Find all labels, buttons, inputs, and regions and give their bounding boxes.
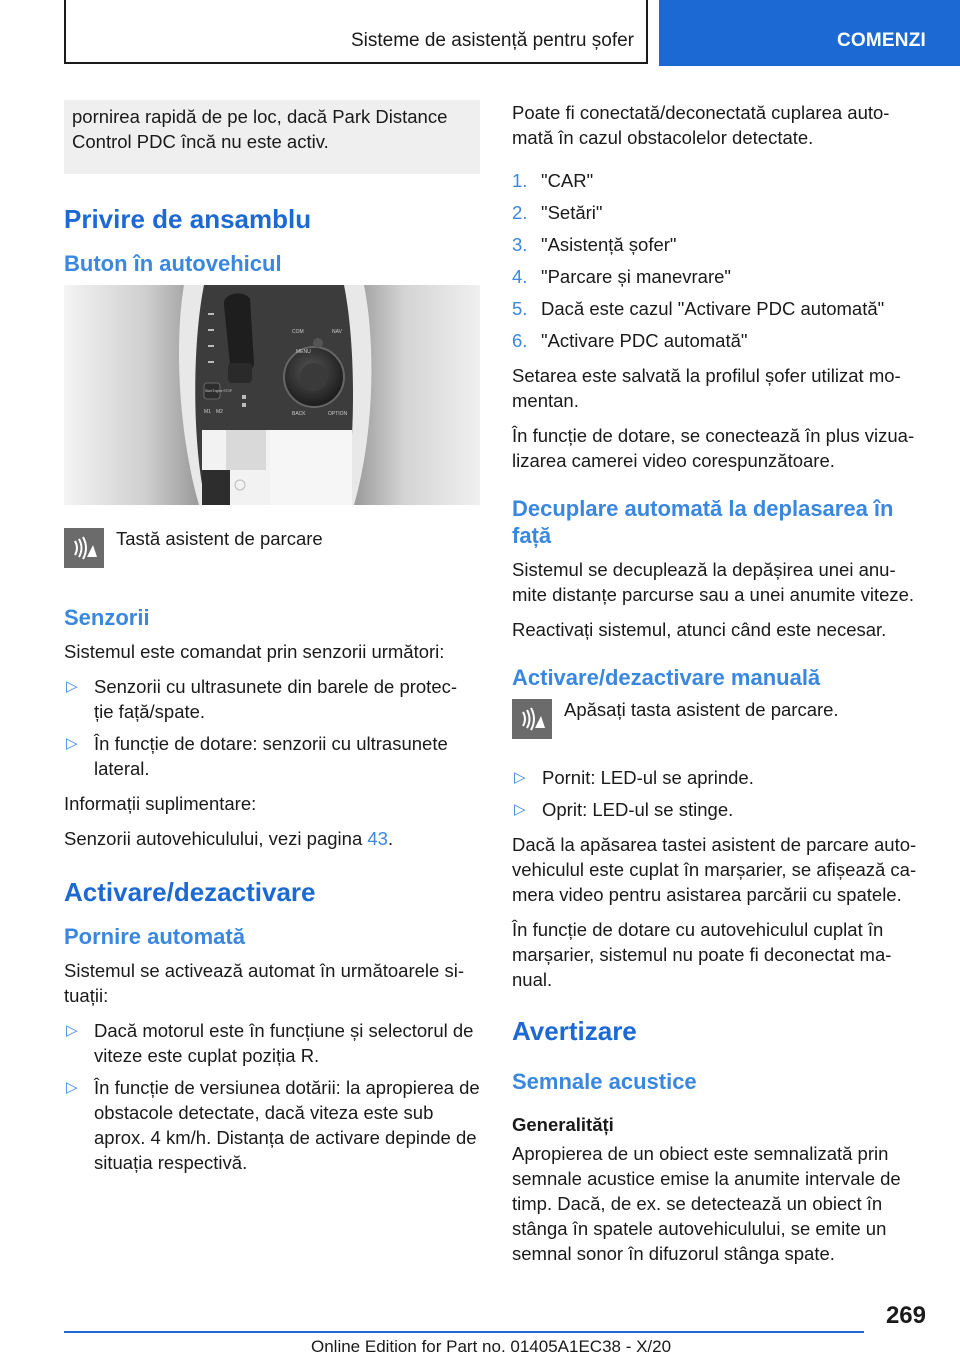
- chapter-tab[interactable]: [659, 0, 960, 66]
- park-assist-icon: [64, 528, 104, 568]
- page-link[interactable]: 43: [367, 828, 388, 849]
- heading-button: Buton în autovehicul: [64, 251, 282, 276]
- triangle-bullet-icon: ▷: [66, 1022, 78, 1039]
- heading-auto-start: Pornire automată: [64, 924, 245, 949]
- caption-text: Tastă asistent de parcare: [116, 528, 323, 549]
- heading-general: Generalități: [512, 1114, 614, 1135]
- sensors-list: [64, 674, 480, 781]
- photo-label-back: BACK: [292, 411, 306, 417]
- manual-caption: [512, 699, 930, 747]
- photo-label-nav: NAV: [332, 329, 342, 335]
- photo-label-com: COM: [292, 329, 304, 335]
- footer-divider: [64, 1331, 864, 1333]
- decouple-text: Sistemul se decuplează la depășirea unei anu- mite distanțe parcurse sau a unei anumite viteze.: [512, 559, 915, 605]
- triangle-bullet-icon: ▷: [66, 735, 78, 752]
- heading-warning: Avertizare: [512, 1016, 637, 1046]
- right-intro: Poate fi conectată/deconectată cuplarea auto- mată în cazul obstacolelor detectate.: [512, 102, 890, 148]
- heading-decouple: Decuplare automată la deplasarea în față: [512, 496, 894, 548]
- list-item: ▷ În funcție de dotare: senzorii cu ultrasunete lateral.: [66, 733, 448, 779]
- manual-caption-text: Apăsați tasta asistent de parcare.: [564, 699, 839, 720]
- general-text: Apropierea de un obiect este semnalizată prin semnale acustice emise la anumite intervale de timp. Dacă, de ex. se detectează un obiect în stânga în spatele autovehiculului, se emite un semnal sonor în difuzorul stânga spate.: [512, 1143, 901, 1264]
- list-item: ▷ Pornit: LED-ul se aprinde.: [514, 767, 754, 788]
- photo-label-m2: M2: [216, 409, 223, 415]
- page-number: 269: [885, 1302, 926, 1329]
- triangle-bullet-icon: ▷: [66, 678, 78, 695]
- photo-label-start-stop: Start Engine STOP: [205, 389, 233, 393]
- step-item: 6. "Activare PDC automată": [512, 330, 748, 351]
- section-title: Sisteme de asistență pentru șofer: [350, 30, 634, 51]
- heading-acoustic: Semnale acustice: [512, 1069, 697, 1094]
- section-header: [64, 0, 648, 64]
- button-caption: [64, 528, 480, 576]
- triangle-bullet-icon: ▷: [514, 801, 526, 818]
- reverse-text-2: În funcție de dotare cu autovehiculul cuplat în marșarier, sistemul nu poate fi deconectat ma- nual.: [512, 919, 892, 990]
- more-info-label: Informații suplimentare:: [64, 793, 257, 814]
- list-item: ▷ Oprit: LED-ul se stinge.: [514, 799, 734, 820]
- park-assist-icon: [512, 699, 552, 739]
- center-console-photo: [64, 285, 480, 505]
- page-header: [0, 0, 960, 66]
- list-item: ▷ Dacă motorul este în funcțiune și selectorul de viteze este cuplat poziția R.: [66, 1020, 474, 1066]
- heading-sensors: Senzorii: [64, 605, 150, 630]
- step-item: 5. Dacă este cazul "Activare PDC automată": [512, 298, 885, 319]
- step-item: 4. "Parcare și manevrare": [512, 266, 731, 287]
- sensors-intro: Sistemul este comandat prin senzorii următori:: [64, 641, 445, 662]
- manual-list: [512, 765, 930, 822]
- photo-label-menu: MENU: [296, 349, 311, 355]
- step-item: 3. "Asistență șofer": [512, 234, 677, 255]
- step-item: 1. "CAR": [512, 170, 594, 191]
- steps-list: [512, 168, 930, 353]
- heading-activation: Activare/dezactivare: [64, 877, 316, 907]
- right-column: [512, 100, 930, 1276]
- triangle-bullet-icon: ▷: [66, 1079, 78, 1096]
- left-column: [64, 100, 480, 1185]
- auto-list: [64, 1018, 480, 1175]
- photo-label-m1: M1: [204, 409, 211, 415]
- list-item: ▷ Senzorii cu ultrasunete din barele de protec- ție față/spate.: [66, 676, 458, 722]
- continued-note: pornirea rapidă de pe loc, dacă Park Distance Control PDC încă nu este activ.: [64, 100, 480, 174]
- saved-text: Setarea este salvată la profilul șofer utilizat mo- mentan.: [512, 365, 901, 411]
- camera-text: În funcție de dotare, se conectează în plus vizua- lizarea camerei video corespunzătoare.: [512, 425, 915, 471]
- heading-overview: Privire de ansamblu: [64, 204, 312, 234]
- edition-text: Online Edition for Part no. 01405A1EC38 - X/20: [311, 1337, 672, 1356]
- see-page-paragraph: Senzorii autovehiculului, vezi pagina 43.: [64, 828, 394, 849]
- reverse-text: Dacă la apăsarea tastei asistent de parcare auto- vehiculul este cuplat în marșarier, se afișează ca- mera video pentru asistarea parcării cu spatele.: [512, 834, 917, 905]
- list-item: ▷ În funcție de versiunea dotării: la apropierea de obstacole detectate, dacă viteza este sub aprox. 4 km/h. Distanța de activare depinde de situația respectivă.: [66, 1077, 480, 1173]
- step-item: 2. "Setări": [512, 202, 603, 223]
- chapter-tab-label: COMENZI: [836, 30, 926, 51]
- reactivate-text: Reactivați sistemul, atunci când este necesar.: [512, 619, 887, 640]
- triangle-bullet-icon: ▷: [514, 769, 526, 786]
- photo-label-option: OPTION: [328, 411, 348, 417]
- auto-intro: Sistemul se activează automat în următoarele si- tuații:: [64, 960, 464, 1006]
- heading-manual: Activare/dezactivare manuală: [512, 665, 821, 690]
